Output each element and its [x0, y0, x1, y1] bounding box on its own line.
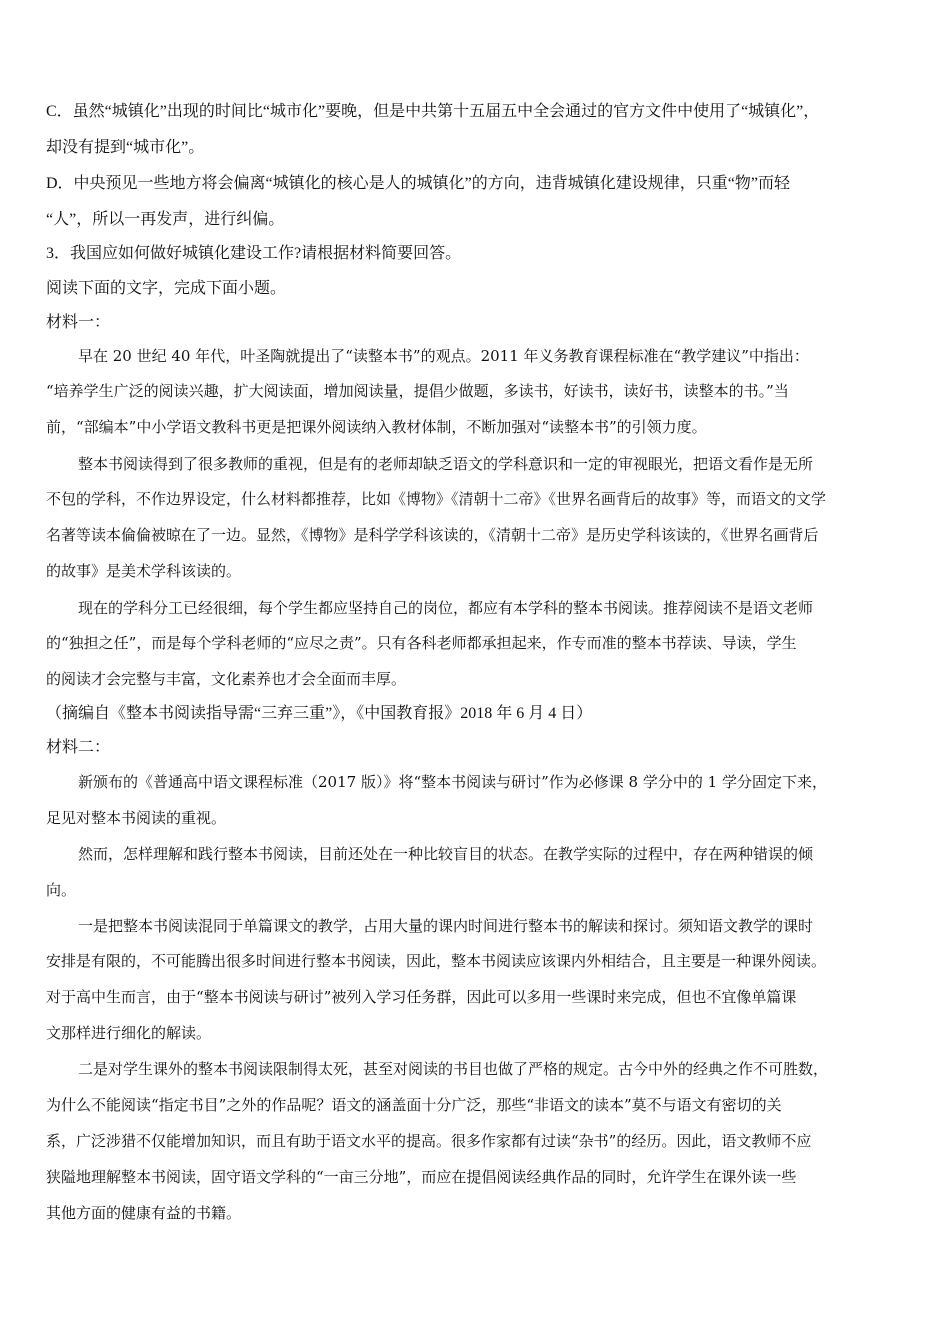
material-2-p1-line-2: 足见对整本书阅读的重视。 [46, 809, 227, 827]
material-1-p1-line-2: “培养学生广泛的阅读兴趣，扩大阅读面，增加阅读量，提倡少做题，多读书，好读书，读好书，读整本的书。”当 [46, 382, 789, 400]
option-d-line-1: D．中央预见一些地方将会偏离“城镇化的核心是人的城镇化”的方向，违背城镇化建设规律，只重“物”而轻 [46, 175, 790, 192]
material-2-p3-line-1: 一是把整本书阅读混同于单篇课文的教学，占用大量的课内时间进行整本书的解读和探讨。须知语文教学的课时 [78, 917, 814, 935]
material-2-p3-line-4: 文那样进行细化的解读。 [46, 1024, 212, 1042]
material-2-p4-line-4: 狭隘地理解整本书阅读，固守语文学科的“一亩三分地”，而应在提倡阅读经典作品的同时，允许学生在课外读一些 [46, 1168, 797, 1186]
material-2-p2-line-1: 然而，怎样理解和践行整本书阅读，目前还处在一种比较盲目的状态。在教学实际的过程中，存在两种错误的倾 [78, 845, 814, 863]
material-1-p3-line-2: 的“独担之任”，而是每个学科老师的“应尽之责”。只有各科老师都承担起来，作专而准的整本书荐读、导读，学生 [46, 634, 797, 652]
material-2-p3-line-2: 安排是有限的，不可能腾出很多时间进行整本书阅读，因此，整本书阅读应该课内外相结合，且主要是一种课外阅读。 [46, 952, 827, 970]
material-1-source: （摘编自《整本书阅读指导需“三弃三重”》，《中国教育报》2018 年 6 月 4 日） [46, 705, 593, 722]
option-d-line-2: “人”，所以一再发声，进行纠偏。 [46, 211, 285, 228]
material-2-p4-line-1: 二是对学生课外的整本书阅读限制得太死，甚至对阅读的书目也做了严格的规定。古今中外的经典之作不可胜数， [78, 1060, 829, 1078]
material-2-p4-line-2: 为什么不能阅读“指定书目”之外的作品呢？语文的涵盖面十分广泛，那些“非语文的读本”莫不与语文有密切的关 [46, 1096, 782, 1114]
material-1-p2-line-4: 的故事》是美术学科该读的。 [46, 562, 242, 580]
material-1-p1-line-3: 前，“部编本”中小学语文教科书更是把课外阅读纳入教材体制，不断加强对“读整本书”的引领力度。 [46, 418, 707, 436]
option-c-line-2: 却没有提到“城市化”。 [46, 139, 205, 156]
material-2-p2-line-2: 向。 [46, 881, 77, 899]
material-1-p1-line-1: 早在 20 世纪 40 年代，叶圣陶就提出了“读整本书”的观点。2011 年义务教育课程标准在“教学建议”中指出： [78, 347, 809, 365]
material-2-p1-line-1: 新颁布的《普通高中语文课程标准（2017 版）》将“整本书阅读与研讨”作为必修课 8 学分中的 1 学分固定下来， [78, 773, 827, 791]
reading-instruction: 阅读下面的文字，完成下面小题。 [46, 280, 287, 297]
material-2-p4-line-5: 其他方面的健康有益的书籍。 [46, 1204, 242, 1222]
material-1-p2-line-2: 不包的学科，不作边界设定，什么材料都推荐，比如《博物》《清朝十二帝》《世界名画背后的故事》等，而语文的文学 [46, 490, 827, 508]
material-1-p3-line-3: 的阅读才会完整与丰富，文化素养也才会全面而丰厚。 [46, 670, 407, 688]
material-2-heading: 材料二： [46, 739, 111, 756]
question-3: 3．我国应如何做好城镇化建设工作?请根据材料简要回答。 [46, 245, 462, 262]
material-1-p2-line-3: 名著等读本倫倫被晾在了一边。显然，《博物》是科学学科该读的，《清朝十二帝》是历史学科该读的，《世界名画背后 [46, 526, 819, 544]
material-1-p3-line-1: 现在的学科分工已经很细，每个学生都应坚持自己的岗位，都应有本学科的整本书阅读。推荐阅读不是语文老师 [78, 599, 814, 617]
option-c-line-1: C．虽然“城镇化”出现的时间比“城市化”要晚，但是中共第十五届五中全会通过的官方文件中使用了“城镇化”， [46, 103, 820, 120]
material-1-heading: 材料一： [46, 314, 111, 331]
material-1-p2-line-1: 整本书阅读得到了很多教师的重视，但是有的老师却缺乏语文的学科意识和一定的审视眼光，把语文看作是无所 [78, 455, 814, 473]
material-2-p4-line-3: 系，广泛涉猎不仅能增加知识，而且有助于语文水平的提高。很多作家都有过读“杂书”的经历。因此，语文教师不应 [46, 1132, 812, 1150]
material-2-p3-line-3: 对于高中生而言，由于“整本书阅读与研讨”被列入学习任务群，因此可以多用一些课时来完成，但也不宜像单篇课 [46, 988, 797, 1006]
